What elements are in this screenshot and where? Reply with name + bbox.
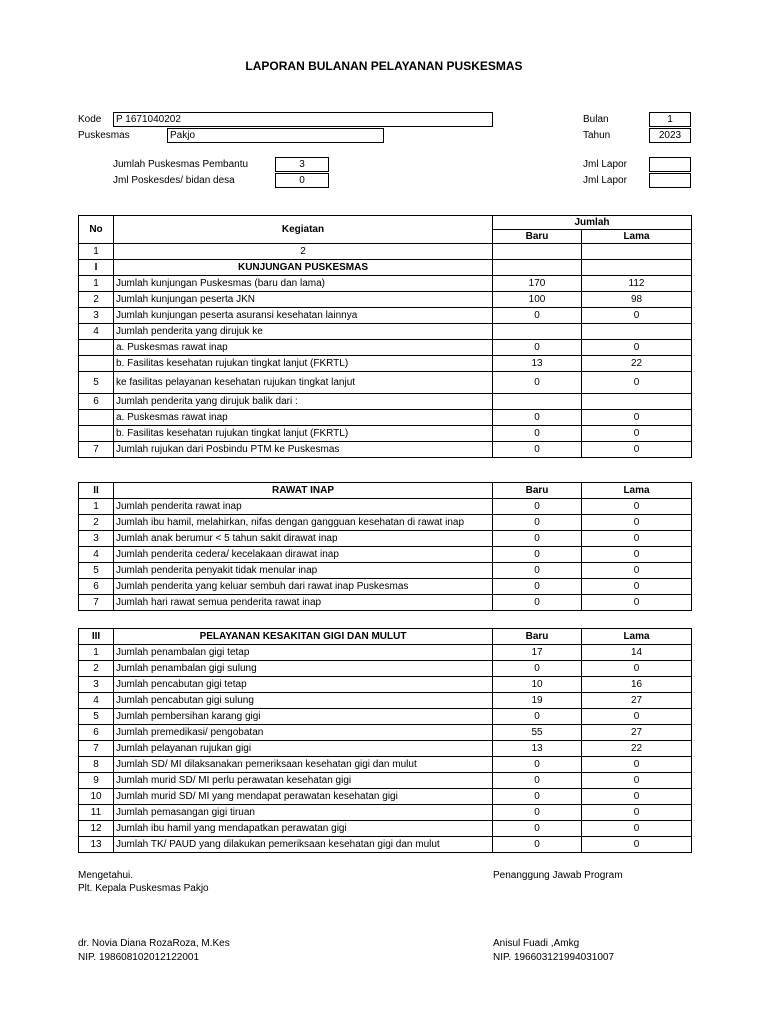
jml-lapor-label-1: Jml Lapor (583, 159, 627, 170)
row-lama: 0 (582, 773, 692, 789)
row-number: 3 (79, 308, 114, 324)
section-title: PELAYANAN KESAKITAN GIGI DAN MULUT (114, 629, 493, 645)
row-number (79, 356, 114, 372)
row-baru: 0 (493, 595, 582, 611)
row-baru: 0 (493, 563, 582, 579)
row-number: 6 (79, 579, 114, 595)
table-row (79, 547, 692, 563)
row-number (79, 426, 114, 442)
row-label: Jumlah murid SD/ MI yang mendapat perawatan kesehatan gigi (114, 789, 493, 805)
column-number-kegiatan: 2 (114, 244, 493, 260)
row-lama: 112 (582, 276, 692, 292)
row-lama: 22 (582, 356, 692, 372)
table-row (79, 757, 692, 773)
table-row (79, 595, 692, 611)
row-number: 1 (79, 276, 114, 292)
row-label: Jumlah pemasangan gigi tiruan (114, 805, 493, 821)
row-lama: 27 (582, 725, 692, 741)
table-row (79, 677, 692, 693)
row-label: Jumlah rujukan dari Posbindu PTM ke Puskesmas (114, 442, 493, 458)
row-lama: 0 (582, 661, 692, 677)
row-baru: 55 (493, 725, 582, 741)
row-baru: 0 (493, 308, 582, 324)
row-number: 2 (79, 661, 114, 677)
table-row (79, 394, 692, 410)
row-label: Jumlah penderita yang dirujuk ke (114, 324, 493, 340)
row-lama: 0 (582, 709, 692, 725)
head-baru: Baru (493, 629, 582, 645)
row-number: 11 (79, 805, 114, 821)
row-baru: 0 (493, 531, 582, 547)
table-row (79, 725, 692, 741)
report-title: LAPORAN BULANAN PELAYANAN PUSKESMAS (245, 59, 523, 73)
tahun-label: Tahun (583, 130, 611, 141)
kepala-title: Plt. Kepala Puskesmas Pakjo (78, 883, 209, 894)
gigi-mulut-table (78, 628, 692, 853)
row-baru: 13 (493, 356, 582, 372)
section-title: RAWAT INAP (114, 483, 493, 499)
table-row (79, 499, 692, 515)
row-lama: 0 (582, 531, 692, 547)
row-baru: 0 (493, 661, 582, 677)
row-lama: 0 (582, 821, 692, 837)
row-baru: 0 (493, 410, 582, 426)
head-baru: Baru (493, 483, 582, 499)
row-label: Jumlah TK/ PAUD yang dilakukan pemeriksaan kesehatan gigi dan mulut (114, 837, 493, 853)
row-lama: 0 (582, 547, 692, 563)
kode-field[interactable]: P 1671040202 (113, 112, 493, 127)
row-number: 3 (79, 677, 114, 693)
row-baru: 0 (493, 426, 582, 442)
row-label: b. Fasilitas kesehatan rujukan tingkat lanjut (FKRTL) (114, 426, 493, 442)
row-baru: 17 (493, 645, 582, 661)
mengetahui-label: Mengetahui. (78, 870, 134, 881)
pembantu-field[interactable]: 3 (275, 157, 329, 172)
row-label: ke fasilitas pelayanan kesehatan rujukan tingkat lanjut (114, 372, 493, 394)
row-number: 6 (79, 394, 114, 410)
table-row (79, 372, 692, 394)
row-label: Jumlah pembersihan karang gigi (114, 709, 493, 725)
section-number: I (79, 260, 114, 276)
row-number (79, 340, 114, 356)
table-row (79, 789, 692, 805)
row-number: 6 (79, 725, 114, 741)
row-number: 5 (79, 563, 114, 579)
row-number: 2 (79, 292, 114, 308)
row-baru: 13 (493, 741, 582, 757)
head-jumlah: Jumlah (493, 216, 692, 230)
row-label: Jumlah pencabutan gigi tetap (114, 677, 493, 693)
row-label: Jumlah murid SD/ MI perlu perawatan kesehatan gigi (114, 773, 493, 789)
section-title: KUNJUNGAN PUSKESMAS (114, 260, 493, 276)
table-row (79, 837, 692, 853)
row-lama: 0 (582, 410, 692, 426)
row-baru: 170 (493, 276, 582, 292)
row-baru (493, 324, 582, 340)
jml-lapor-field-1[interactable] (649, 157, 691, 172)
table-row (79, 741, 692, 757)
penanggung-jawab-label: Penanggung Jawab Program (493, 870, 623, 881)
row-baru: 0 (493, 757, 582, 773)
row-lama: 0 (582, 805, 692, 821)
kepala-name: dr. Novia Diana RozaRoza, M.Kes (78, 938, 230, 949)
row-number: 7 (79, 741, 114, 757)
table-row (79, 515, 692, 531)
row-number: 7 (79, 595, 114, 611)
row-label: a. Puskesmas rawat inap (114, 410, 493, 426)
row-number: 10 (79, 789, 114, 805)
row-baru: 0 (493, 372, 582, 394)
head-lama: Lama (582, 483, 692, 499)
row-label: Jumlah penderita rawat inap (114, 499, 493, 515)
row-lama: 0 (582, 340, 692, 356)
row-number: 4 (79, 547, 114, 563)
table-row (79, 426, 692, 442)
table-row (79, 276, 692, 292)
row-label: Jumlah penambalan gigi tetap (114, 645, 493, 661)
bulan-field[interactable]: 1 (649, 112, 691, 127)
row-baru: 0 (493, 773, 582, 789)
tahun-field[interactable]: 2023 (649, 128, 691, 143)
row-baru: 0 (493, 821, 582, 837)
row-number (79, 410, 114, 426)
row-label: Jumlah kunjungan Puskesmas (baru dan lama) (114, 276, 493, 292)
row-lama: 0 (582, 308, 692, 324)
row-lama: 0 (582, 837, 692, 853)
row-lama (582, 394, 692, 410)
row-number: 8 (79, 757, 114, 773)
penanggung-jawab-name: Anisul Fuadi ,Amkg (493, 938, 580, 949)
row-number: 3 (79, 531, 114, 547)
poskesdes-field[interactable]: 0 (275, 173, 329, 188)
table-row (79, 410, 692, 426)
row-lama: 0 (582, 499, 692, 515)
row-number: 1 (79, 499, 114, 515)
row-baru: 0 (493, 789, 582, 805)
row-label: Jumlah ibu hamil, melahirkan, nifas dengan gangguan kesehatan di rawat inap (114, 515, 493, 531)
row-label: Jumlah penambalan gigi sulung (114, 661, 493, 677)
head-baru: Baru (493, 230, 582, 244)
puskesmas-field[interactable]: Pakjo (167, 128, 384, 143)
puskesmas-label: Puskesmas (78, 130, 130, 141)
rawat-inap-table (78, 482, 692, 611)
pembantu-label: Jumlah Puskesmas Pembantu (113, 159, 249, 170)
section-number: III (79, 629, 114, 645)
row-baru (493, 394, 582, 410)
table-row (79, 531, 692, 547)
row-number: 9 (79, 773, 114, 789)
row-label: Jumlah penderita penyakit tidak menular inap (114, 563, 493, 579)
table-row (79, 292, 692, 308)
row-label: Jumlah ibu hamil yang mendapatkan perawatan gigi (114, 821, 493, 837)
head-no: No (79, 216, 114, 244)
kepala-nip: NIP. 198608102012122001 (78, 952, 200, 963)
column-number-no: 1 (79, 244, 114, 260)
row-number: 1 (79, 645, 114, 661)
row-number: 5 (79, 709, 114, 725)
row-label: Jumlah kunjungan peserta JKN (114, 292, 493, 308)
head-kegiatan: Kegiatan (114, 216, 493, 244)
table-row (79, 693, 692, 709)
row-number: 12 (79, 821, 114, 837)
row-baru: 0 (493, 547, 582, 563)
row-baru: 0 (493, 579, 582, 595)
row-label: Jumlah pelayanan rujukan gigi (114, 741, 493, 757)
row-label: Jumlah penderita yang dirujuk balik dari : (114, 394, 493, 410)
jml-lapor-label-2: Jml Lapor (583, 175, 627, 186)
table-row (79, 308, 692, 324)
row-baru: 0 (493, 837, 582, 853)
row-number: 4 (79, 693, 114, 709)
row-baru: 0 (493, 709, 582, 725)
row-label: Jumlah premedikasi/ pengobatan (114, 725, 493, 741)
row-baru: 0 (493, 340, 582, 356)
row-baru: 19 (493, 693, 582, 709)
row-baru: 0 (493, 515, 582, 531)
row-lama: 0 (582, 563, 692, 579)
row-label: Jumlah hari rawat semua penderita rawat inap (114, 595, 493, 611)
row-lama: 98 (582, 292, 692, 308)
row-lama: 16 (582, 677, 692, 693)
row-baru: 0 (493, 805, 582, 821)
row-lama: 22 (582, 741, 692, 757)
table-row (79, 563, 692, 579)
table-row (79, 324, 692, 340)
row-lama: 0 (582, 426, 692, 442)
row-lama: 0 (582, 442, 692, 458)
row-label: Jumlah anak berumur < 5 tahun sakit dirawat inap (114, 531, 493, 547)
row-lama: 0 (582, 579, 692, 595)
row-lama: 0 (582, 595, 692, 611)
table-row (79, 805, 692, 821)
table-row (79, 645, 692, 661)
row-label: Jumlah SD/ MI dilaksanakan pemeriksaan kesehatan gigi dan mulut (114, 757, 493, 773)
row-number: 4 (79, 324, 114, 340)
row-lama (582, 324, 692, 340)
jml-lapor-field-2[interactable] (649, 173, 691, 188)
section-number: II (79, 483, 114, 499)
row-label: Jumlah kunjungan peserta asuransi kesehatan lainnya (114, 308, 493, 324)
table-row (79, 709, 692, 725)
row-lama: 0 (582, 757, 692, 773)
row-baru: 10 (493, 677, 582, 693)
penanggung-jawab-nip: NIP. 196603121994031007 (493, 952, 615, 963)
row-lama: 14 (582, 645, 692, 661)
table-row (79, 773, 692, 789)
row-label: b. Fasilitas kesehatan rujukan tingkat lanjut (FKRTL) (114, 356, 493, 372)
row-number: 5 (79, 372, 114, 394)
head-lama: Lama (582, 629, 692, 645)
row-number: 7 (79, 442, 114, 458)
row-lama: 27 (582, 693, 692, 709)
table-row (79, 356, 692, 372)
table-row (79, 821, 692, 837)
row-label: Jumlah penderita cedera/ kecelakaan dirawat inap (114, 547, 493, 563)
row-lama: 0 (582, 789, 692, 805)
row-label: Jumlah penderita yang keluar sembuh dari rawat inap Puskesmas (114, 579, 493, 595)
row-label: Jumlah pencabutan gigi sulung (114, 693, 493, 709)
table-row (79, 661, 692, 677)
row-number: 2 (79, 515, 114, 531)
row-number: 13 (79, 837, 114, 853)
kunjungan-table (78, 215, 692, 458)
poskesdes-label: Jml Poskesdes/ bidan desa (113, 175, 235, 186)
table-row (79, 340, 692, 356)
row-lama: 0 (582, 372, 692, 394)
row-baru: 0 (493, 499, 582, 515)
table-row (79, 442, 692, 458)
table-row (79, 579, 692, 595)
row-lama: 0 (582, 515, 692, 531)
kode-label: Kode (78, 114, 102, 125)
bulan-label: Bulan (583, 114, 609, 125)
row-label: a. Puskesmas rawat inap (114, 340, 493, 356)
row-baru: 0 (493, 442, 582, 458)
row-baru: 100 (493, 292, 582, 308)
head-lama: Lama (582, 230, 692, 244)
